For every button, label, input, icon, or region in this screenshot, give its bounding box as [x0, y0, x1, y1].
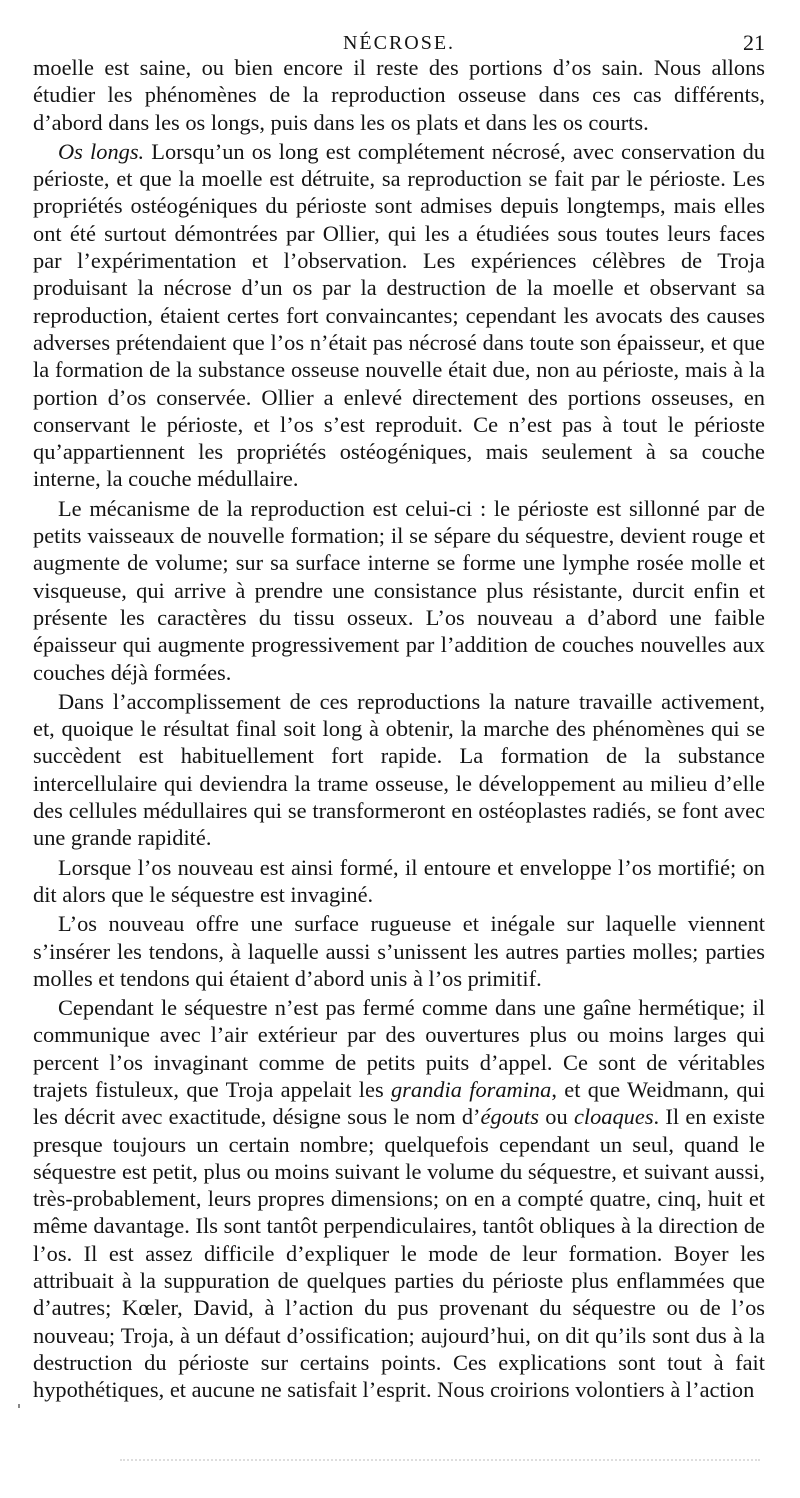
book-page — [33, 0, 765, 1406]
body-text — [33, 54, 765, 1404]
paragraph — [33, 910, 765, 992]
page-number: 21 — [743, 30, 765, 55]
text-run: moelle est saine, ou bien encore il reste des portions d’os sain. Nous allons étudier les phénomènes de la reproduction osseuse dans ces cas différents, d’abord dans les os longs, puis dans les os plats et dans les os courts. — [33, 55, 765, 135]
text-run: . Il en existe presque toujours un certain nombre; quelquefois cependant un seul, quand le séquestre est petit, plus ou moins suivant le volume du séquestre, et suivant aussi, très-probablement, leurs propres dimensions; on en a compté quatre, cinq, huit et même davantage. Ils sont tantôt perpendiculaires, tantôt obliques à la direction de l’os. Il est assez difficile d’expliquer le mode de leur formation. Boyer les attribuait à la suppuration de quelques parties du périoste plus enflammées que d’autres; Kœler, David, à l’action du pus provenant du séquestre ou de l’os nouveau; Troja, à un défaut d’ossification; aujourd’hui, on dit qu’ils sont dus à la destruction du périoste sur certains points. Ces explications sont tout à fait hypothétiques, et aucune ne satisfait l’esprit. Nous croirions volontiers à l’action — [33, 1104, 765, 1403]
paragraph — [33, 495, 765, 686]
text-run: L’os nouveau offre une surface rugueuse et inégale sur laquelle viennent s’insérer les tendons, à laquelle aussi s’unissent les autres parties molles; parties molles et tendons qui étaient d’abord unis à l’os primitif. — [33, 911, 765, 991]
text-run: Cependant le séquestre n’est pas fermé comme dans une gaîne hermétique; il communique avec l’air extérieur par des ouvertures plus ou moins larges qui percent l’os invaginant comme de petits puits d’appel. Ce sont de véritables trajets fistuleux, que Troja appelait les — [33, 995, 765, 1102]
page-header — [33, 0, 765, 54]
paragraph — [33, 54, 765, 136]
paragraph — [33, 854, 765, 909]
paragraph — [33, 994, 765, 1403]
text-run: Lorsque l’os nouveau est ainsi formé, il entoure et enveloppe l’os mortifié; on dit alors que le séquestre est invaginé. — [33, 854, 765, 907]
stray-mark — [18, 1404, 20, 1408]
italic-text: cloaques — [573, 1104, 654, 1130]
text-run: Dans l’accomplissement de ces reproductions la nature travaille activement, et, quoique le résultat final soit long à obtenir, la marche des phénomènes qui se succèdent est habituellement fort rapide. La formation de la substance intercellulaire qui deviendra la trame osseuse, le développement au milieu d’elle des cellules médullaires qui se transformeront en ostéoplastes radiés, se font avec une grande rapidité. — [33, 688, 765, 851]
text-run: Lorsqu’un os long est complétement nécrosé, avec conservation du périoste, et que la moelle est détruite, sa reproduction se fait par le périoste. Les propriétés ostéogéniques du périoste sont admises depuis longtemps, mais elles ont été surtout démontrées par Ollier, qui les a étudiées sous toutes leurs faces par l’expérimentation et l’observation. Les expériences célèbres de Troja produisant la nécrose d’un os par la destruction de la moelle et observant sa reproduction, étaient certes fort convaincantes; cependant les avocats des causes adverses prétendaient que l’os n’était pas nécrosé dans toute son épaisseur, et que la formation de la substance osseuse nouvelle était due, non au périoste, mais à la portion d’os conservée. Ollier a enlevé directement des portions osseuses, en conservant le périoste, et l’os s’est reproduit. Ce n’est pas à tout le périoste qu’appartiennent les propriétés ostéogéniques, mais seulement à sa couche interne, la couche médullaire. — [33, 138, 765, 492]
text-run: , et que Weidmann, qui les décrit avec exactitude, désigne sous le nom d’ — [33, 1076, 765, 1130]
paragraph — [33, 138, 765, 493]
italic-text: égouts — [480, 1104, 539, 1130]
bottom-edge-dots — [120, 1459, 760, 1469]
text-run: ou — [538, 1104, 574, 1130]
italic-text: Os longs. — [58, 138, 145, 164]
paragraph — [33, 688, 765, 852]
text-run: Le mécanisme de la reproduction est celui-ci : le périoste est sillonné par de petits vaisseaux de nouvelle formation; il se sépare du séquestre, devient rouge et augmente de volume; sur sa surface interne se forme une lymphe rosée molle et visqueuse, qui arrive à prendre une consistance plus résistante, durcit enfin et présente les caractères du tissu osseux. L’os nouveau a d’abord une faible épaisseur qui augmente progressivement par l’addition de couches nouvelles aux couches déjà formées. — [33, 495, 765, 685]
italic-text: grandia foramina — [390, 1076, 552, 1102]
running-title: NÉCROSE. — [342, 32, 456, 54]
